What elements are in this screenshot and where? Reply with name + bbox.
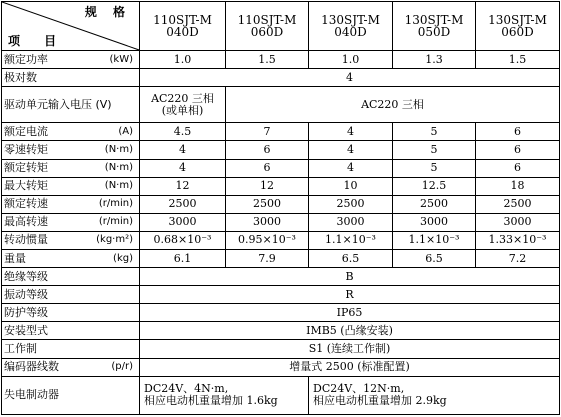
row-drive-voltage [2,87,560,123]
row-protection [2,304,560,322]
cell-value: 4 [140,159,226,177]
row-label: 额定转矩 (N·m) [2,159,140,177]
cell-value: 1.5 [226,50,309,68]
model-header: 130SJT-M 060D [476,2,560,51]
row-rated-torque [2,159,560,177]
cell-value: 1.33×10⁻³ [476,231,560,249]
cell-value: 6.1 [140,249,226,267]
row-label: 转动惯量 (kg·m²) [2,231,140,249]
row-zero-torque [2,141,560,159]
cell-value: R [140,286,560,304]
row-label: 失电制动器 [2,376,140,414]
row-rated-current [2,123,560,141]
cell-value: 2500 [393,195,476,213]
cell-value: DC24V、4N·m, 相应电动机重量增加 1.6kg [140,376,309,414]
cell-value: 5 [393,159,476,177]
row-rated-speed [2,195,560,213]
row-label: 最大转矩 (N·m) [2,177,140,195]
header-corner-cell [2,2,140,51]
cell-value: 6 [476,141,560,159]
cell-value: 4 [140,69,560,87]
row-label: 工作制 [2,340,140,358]
cell-value: 5 [393,123,476,141]
row-max-torque [2,177,560,195]
cell-value: 6 [476,123,560,141]
cell-value: 1.1×10⁻³ [309,231,393,249]
cell-value: 18 [476,177,560,195]
cell-value: 3000 [226,213,309,231]
row-label: 极对数 [2,69,140,87]
cell-value: B [140,268,560,286]
model-header: 110SJT-M 040D [140,2,226,51]
row-label: 防护等级 [2,304,140,322]
cell-value: 3000 [476,213,560,231]
cell-value: 7 [226,123,309,141]
cell-value: 1.0 [309,50,393,68]
row-brake [2,376,560,414]
row-label: 额定功率 (kW) [2,50,140,68]
cell-value: 7.9 [226,249,309,267]
cell-value: 4 [309,141,393,159]
row-label: 最高转速 (r/min) [2,213,140,231]
cell-value: IMB5 (凸缘安装) [140,322,560,340]
row-insulation [2,268,560,286]
row-label: 重量 (kg) [2,249,140,267]
cell-value: 5 [393,141,476,159]
row-duty [2,340,560,358]
row-label: 额定电流 (A) [2,123,140,141]
cell-value: 12 [140,177,226,195]
cell-value: 12 [226,177,309,195]
spec-table [1,1,560,415]
model-header: 130SJT-M 040D [309,2,393,51]
row-max-speed [2,213,560,231]
cell-value: 4.5 [140,123,226,141]
cell-value: 12.5 [393,177,476,195]
cell-value: 2500 [476,195,560,213]
cell-value: 1.3 [393,50,476,68]
cell-value: 增量式 2500 (标准配置) [140,358,560,376]
cell-value: AC220 三相 (或单相) [140,87,226,123]
cell-value: 6 [226,159,309,177]
row-label: 编码器线数 (p/r) [2,358,140,376]
model-header: 130SJT-M 050D [393,2,476,51]
cell-value: 7.2 [476,249,560,267]
cell-value: 6 [476,159,560,177]
cell-value: 1.1×10⁻³ [393,231,476,249]
cell-value: 3000 [140,213,226,231]
row-inertia [2,231,560,249]
row-label: 零速转矩 (N·m) [2,141,140,159]
cell-value: 0.68×10⁻³ [140,231,226,249]
row-encoder [2,358,560,376]
cell-value: IP65 [140,304,560,322]
corner-spec-label: 规 格 [84,5,131,19]
cell-value: 2500 [226,195,309,213]
row-label: 安装型式 [2,322,140,340]
cell-value: 4 [309,159,393,177]
model-header: 110SJT-M 060D [226,2,309,51]
cell-value: 2500 [309,195,393,213]
cell-value: DC24V、12N·m, 相应电动机重量增加 2.9kg [309,376,560,414]
corner-item-label: 项 目 [8,33,67,48]
row-vibration [2,286,560,304]
row-label: 驱动单元输入电压 (V) [2,87,140,123]
cell-value: 6.5 [393,249,476,267]
row-label: 绝缘等级 [2,268,140,286]
cell-value: 6.5 [309,249,393,267]
row-weight [2,249,560,267]
cell-value: 4 [140,141,226,159]
cell-value: 0.95×10⁻³ [226,231,309,249]
cell-value: S1 (连续工作制) [140,340,560,358]
cell-value: 3000 [393,213,476,231]
cell-value: 6 [226,141,309,159]
cell-value: 10 [309,177,393,195]
cell-value: AC220 三相 [226,87,560,123]
cell-value: 3000 [309,213,393,231]
header-row [2,2,560,51]
cell-value: 4 [309,123,393,141]
row-pole-pairs [2,69,560,87]
row-rated-power [2,50,560,68]
cell-value: 2500 [140,195,226,213]
cell-value: 1.5 [476,50,560,68]
row-label: 振动等级 [2,286,140,304]
row-mounting [2,322,560,340]
cell-value: 1.0 [140,50,226,68]
row-label: 额定转速 (r/min) [2,195,140,213]
